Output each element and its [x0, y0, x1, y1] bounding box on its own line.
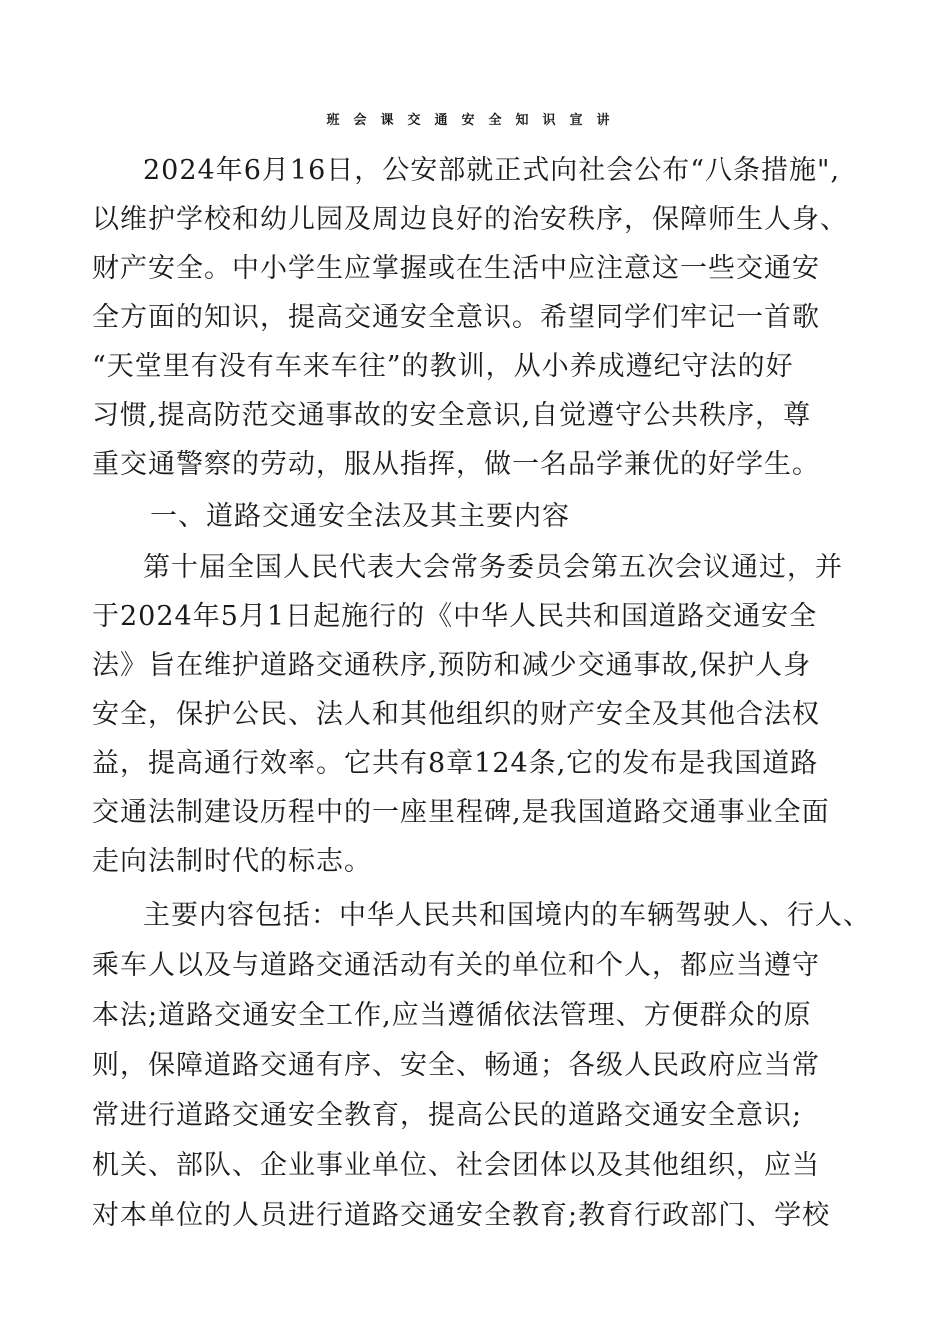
paragraph-line: 2024年6月16日，公安部就正式向社会公布“八条措施",: [143, 155, 841, 186]
paragraph-line: 交通法制建设历程中的一座里程碑,是我国道路交通事业全面: [92, 797, 830, 828]
paragraph-line: 安全，保护公民、法人和其他组织的财产安全及其他合法权: [92, 699, 820, 730]
paragraph-line: 走向法制时代的标志。: [92, 846, 372, 877]
paragraph-line: 第十届全国人民代表大会常务委员会第五次会议通过，并: [143, 552, 843, 583]
paragraph-line: 益，提高通行效率。它共有8章124条,它的发布是我国道路: [92, 748, 819, 779]
paragraph-line: 常进行道路交通安全教育，提高公民的道路交通安全意识;: [92, 1100, 803, 1131]
paragraph-line: 主要内容包括：中华人民共和国境内的车辆驾驶人、行人、: [143, 900, 871, 931]
paragraph-line: 乘车人以及与道路交通活动有关的单位和个人，都应当遵守: [92, 950, 820, 981]
paragraph-line: 重交通警察的劳动，服从指挥，做一名品学兼优的好学生。: [92, 449, 820, 480]
paragraph-line: 以维护学校和幼儿园及周边良好的治安秩序，保障师生人身、: [92, 204, 848, 235]
paragraph-line: “天堂里有没有车来车往”的教训，从小养成遵纪守法的好: [92, 351, 794, 382]
paragraph-line: 本法;道路交通安全工作,应当遵循依法管理、方便群众的原: [92, 1000, 812, 1031]
document-title: 班会课交通安全知识宣讲: [326, 113, 624, 128]
paragraph-line: 于2024年5月1日起施行的《中华人民共和国道路交通安全: [92, 601, 818, 632]
paragraph-line: 财产安全。中小学生应掌握或在生活中应注意这一些交通安: [92, 253, 820, 284]
paragraph-line: 机关、部队、企业事业单位、社会团体以及其他组织，应当: [92, 1150, 820, 1181]
paragraph-line: 则，保障道路交通有序、安全、畅通；各级人民政府应当常: [92, 1050, 820, 1081]
paragraph-line: 全方面的知识，提高交通安全意识。希望同学们牢记一首歌: [92, 302, 820, 333]
paragraph-line: 对本单位的人员进行道路交通安全教育;教育行政部门、学校: [92, 1200, 831, 1231]
paragraph-line: 法》旨在维护道路交通秩序,预防和减少交通事故,保护人身: [92, 650, 812, 681]
section-heading: 一、道路交通安全法及其主要内容: [150, 501, 570, 532]
paragraph-line: 习惯,提高防范交通事故的安全意识,自觉遵守公共秩序，尊: [92, 400, 812, 431]
